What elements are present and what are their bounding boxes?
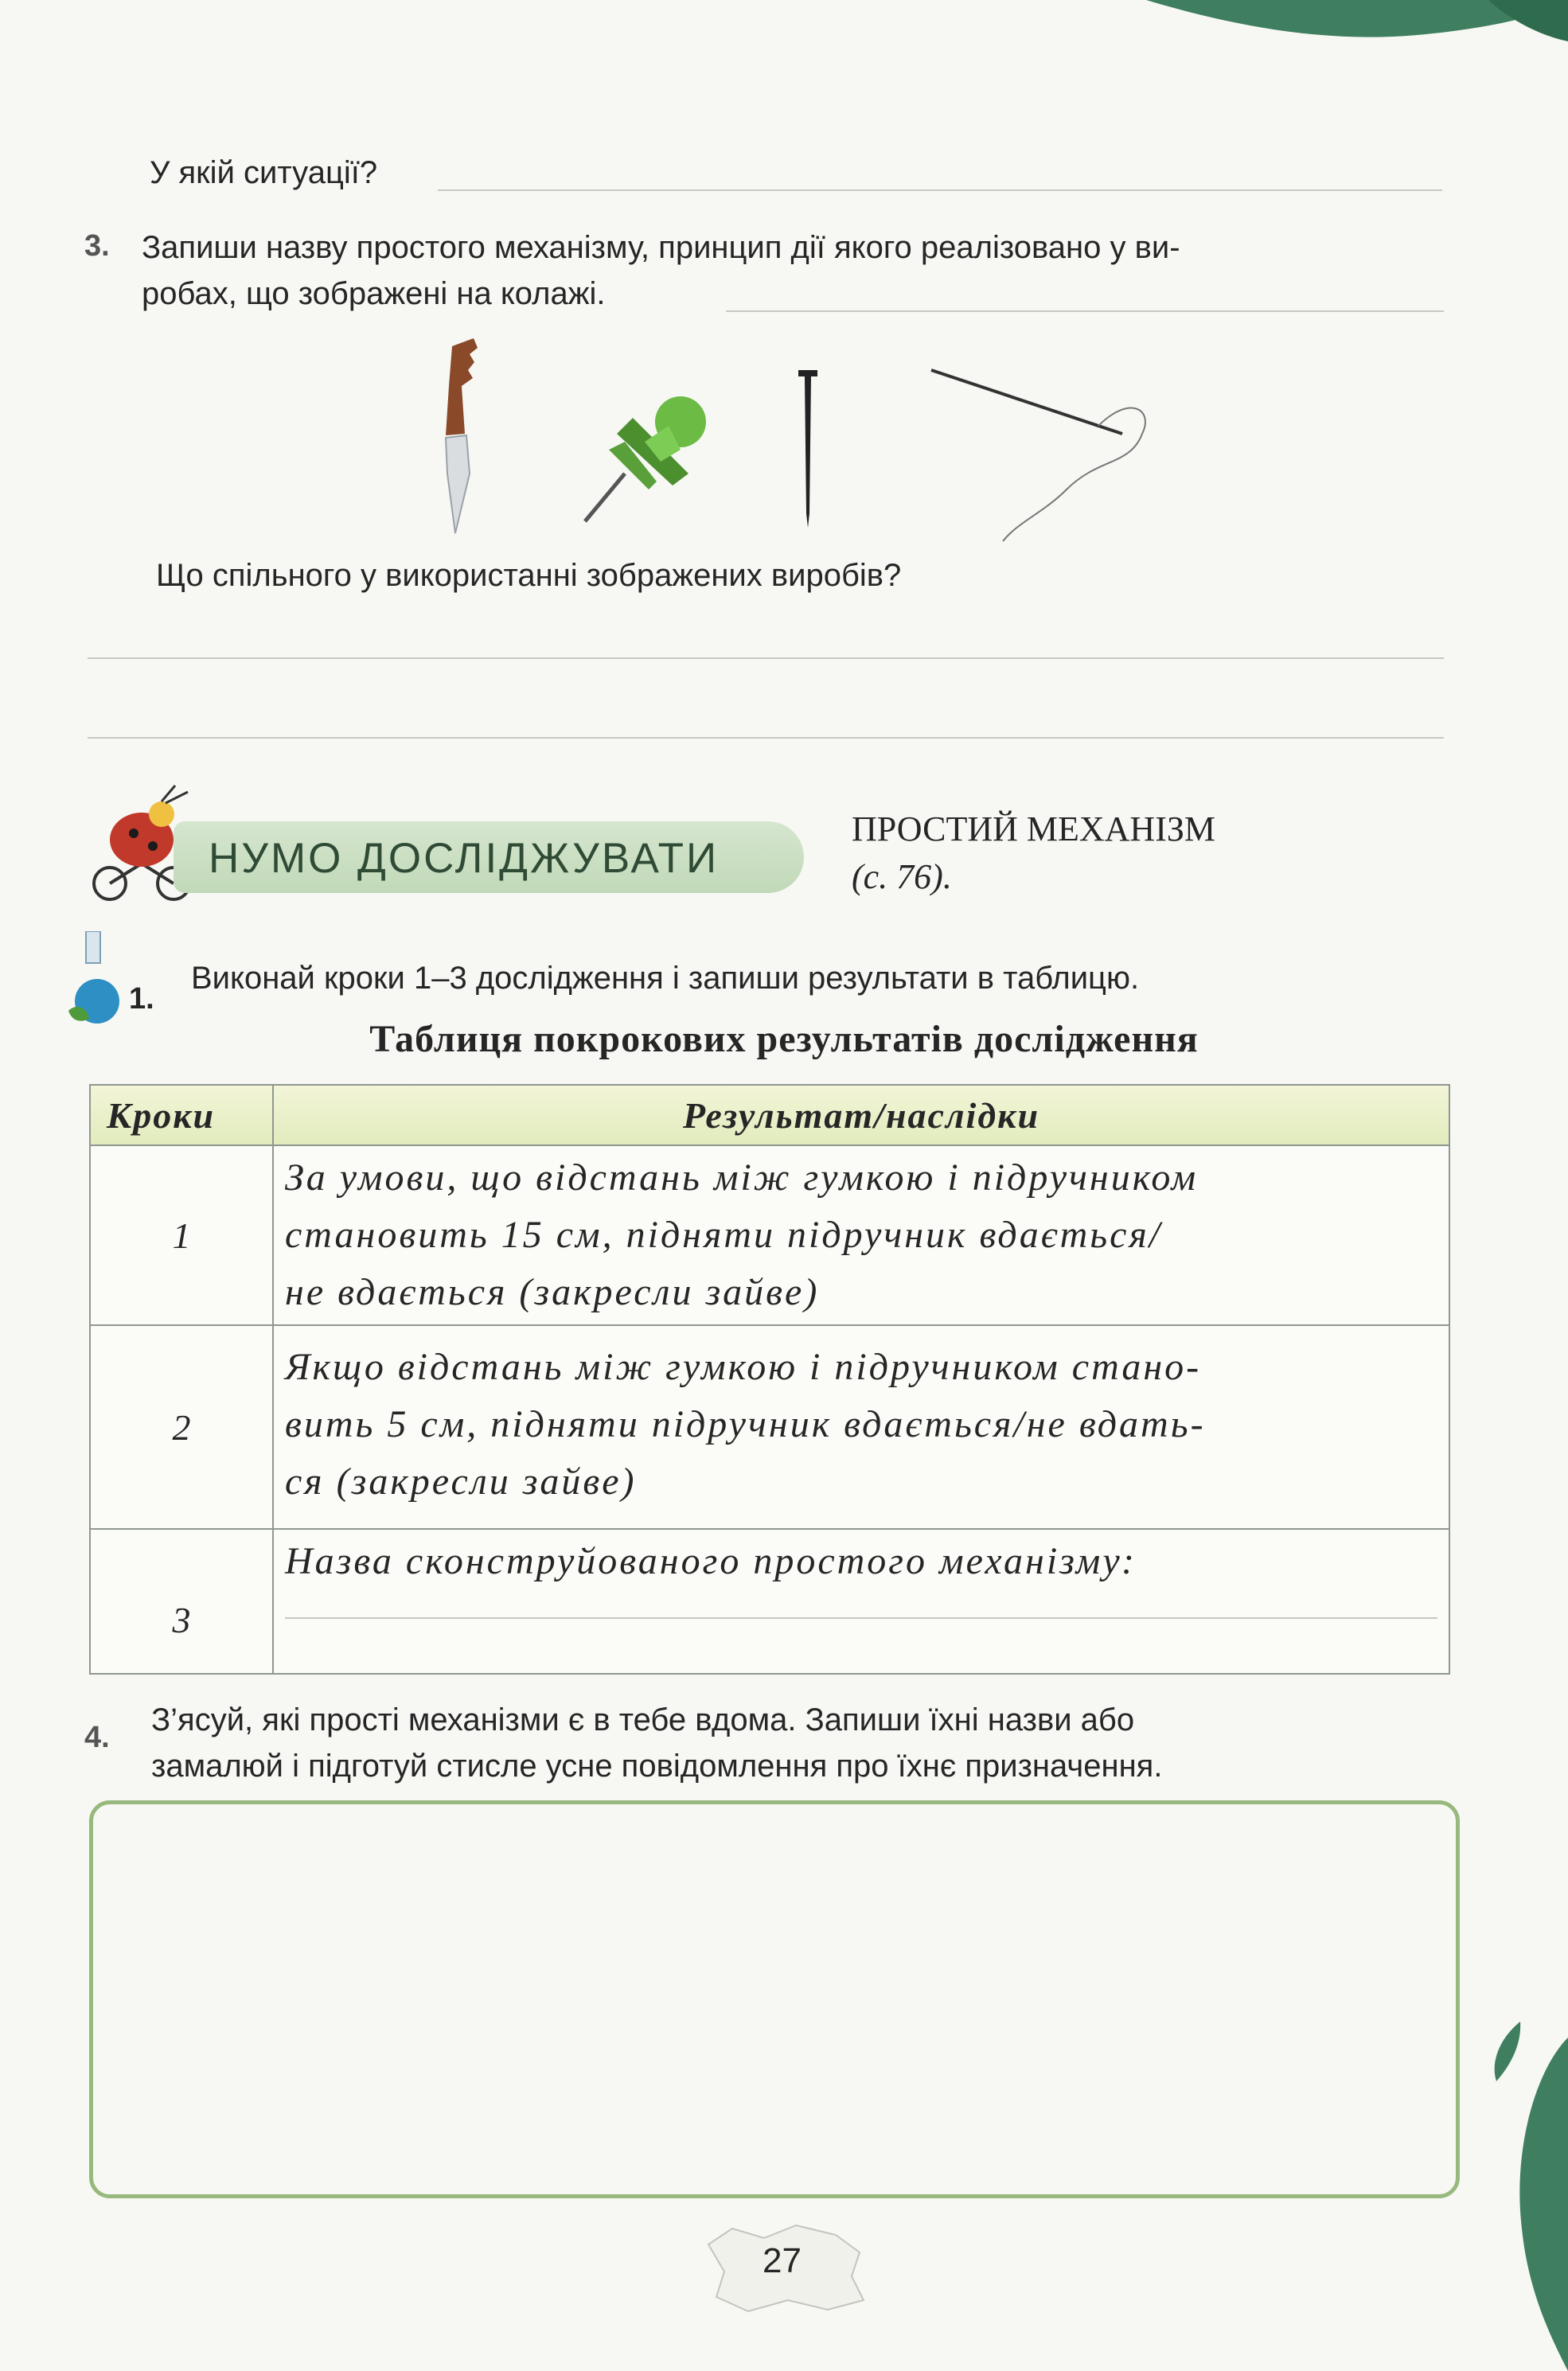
- topic-title: ПРОСТИЙ МЕХАНІЗМ: [852, 809, 1216, 848]
- step-result[interactable]: [273, 1325, 1449, 1529]
- knife-icon: [430, 338, 501, 537]
- question-text-line: З’ясуй, які прості механізми є в тебе вдома. Запиши їхні назви або: [151, 1702, 1135, 1737]
- step-number: 1: [90, 1145, 273, 1325]
- step-result-line: Назва сконструйованого простого механізму:: [285, 1540, 1137, 1582]
- question-text-line: Запиши назву простого механізму, принцип дії якого реалізовано у ви-: [142, 230, 1180, 265]
- needle-thread-icon: [923, 362, 1162, 545]
- pushpin-icon: [577, 386, 720, 529]
- question-text-line: замалюй і підготуй стисле усне повідомлення про їхнє призначення.: [151, 1749, 1163, 1784]
- step-result-line: вить 5 см, підняти підручник вдається/не вдать-: [285, 1403, 1206, 1445]
- table-header-steps: Кроки: [90, 1085, 273, 1145]
- answer-line[interactable]: [285, 1617, 1437, 1619]
- step-number: 2: [90, 1325, 273, 1529]
- side-leaf-decoration: [1480, 2006, 1568, 2371]
- question-number: 3.: [84, 229, 110, 263]
- question-label: У якій ситуації?: [150, 155, 378, 190]
- step-result-line: становить 15 см, підняти підручник вдається/: [285, 1214, 1163, 1256]
- followup-question: Що спільного у використанні зображених виробів?: [156, 558, 902, 593]
- results-table: [89, 1084, 1450, 1675]
- collage: [430, 330, 1146, 537]
- page-reference: (с. 76).: [852, 857, 952, 896]
- step-result[interactable]: [273, 1529, 1449, 1674]
- step-result-line: Якщо відстань між гумкою і підручником стано-: [285, 1346, 1202, 1388]
- question-text-line: робах, що зображені на колажі.: [142, 276, 606, 311]
- step-result[interactable]: [273, 1145, 1449, 1325]
- table-row: [90, 1145, 1449, 1325]
- table-row: [90, 1325, 1449, 1529]
- answer-line[interactable]: [88, 737, 1444, 739]
- table-title: Таблиця покрокових результатів дослідження: [369, 1018, 1199, 1060]
- table-header-row: [90, 1085, 1449, 1145]
- answer-box[interactable]: [89, 1800, 1460, 2198]
- step-result-line: ся (закресли зайве): [285, 1460, 637, 1503]
- nail-icon: [792, 370, 824, 529]
- flask-icon: [65, 931, 121, 1027]
- question-number: 4.: [84, 1721, 110, 1754]
- answer-line[interactable]: [88, 657, 1444, 659]
- corner-leaf-top-decoration: [1114, 0, 1568, 64]
- answer-line[interactable]: [438, 189, 1442, 191]
- answer-line[interactable]: [726, 310, 1444, 312]
- table-row: [90, 1529, 1449, 1674]
- task-text: Виконай кроки 1–3 дослідження і запиши результати в таблицю.: [191, 961, 1140, 996]
- task-number: 1.: [129, 982, 154, 1016]
- step-result-line: За умови, що відстань між гумкою і підручником: [285, 1156, 1199, 1199]
- step-result-line: не вдається (закресли зайве): [285, 1271, 820, 1313]
- step-number: 3: [90, 1529, 273, 1674]
- table-header-result: Результат/наслідки: [273, 1085, 1449, 1145]
- section-banner-title: НУМО ДОСЛІДЖУВАТИ: [209, 835, 720, 882]
- page-number: 27: [763, 2241, 802, 2280]
